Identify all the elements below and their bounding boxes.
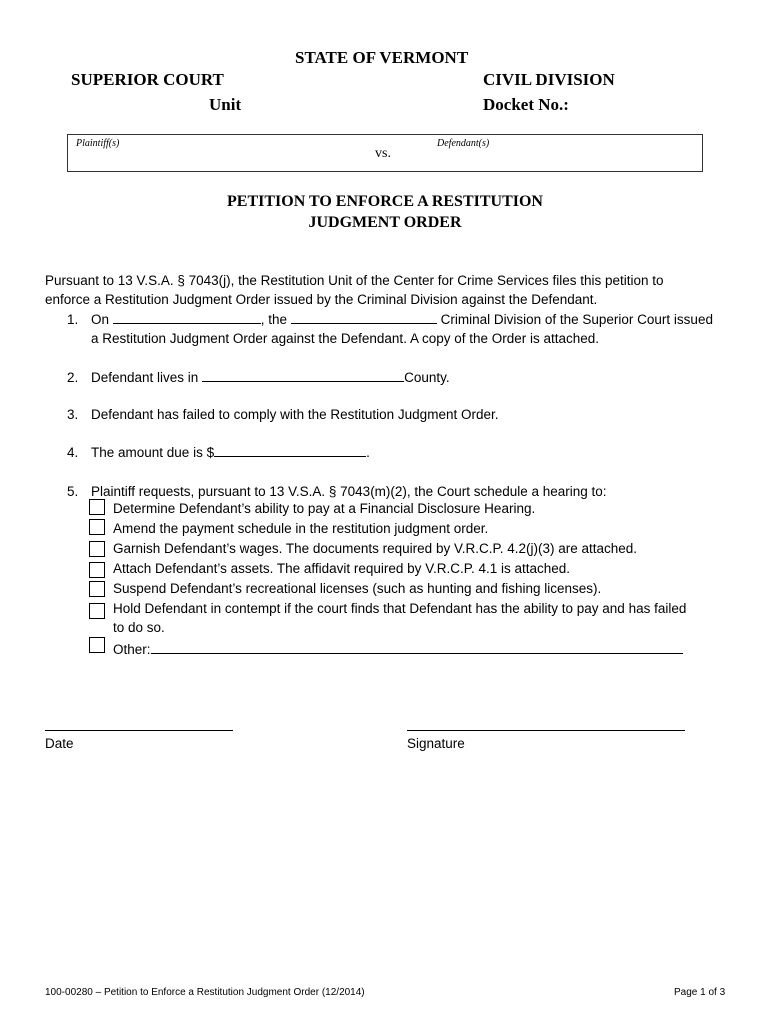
item2-line (91, 368, 450, 387)
item1-text-a: On (91, 312, 110, 327)
division-heading: CIVIL DIVISION (483, 70, 615, 89)
plaintiff-label: Plaintiff(s) (76, 138, 120, 149)
checkbox-other[interactable] (89, 637, 105, 653)
intro-line1: Pursuant to 13 V.S.A. § 7043(j), the Restitution Unit of the Center for Crime Services files this petition to (45, 273, 664, 288)
state-heading: STATE OF VERMONT (295, 48, 469, 67)
item4-number: 4. (67, 445, 79, 460)
option-contempt-line1: Hold Defendant in contempt if the court finds that Defendant has the ability to pay and has failed (113, 601, 687, 616)
page-number: Page 1 of 3 (674, 987, 726, 998)
item1-text-c: Criminal Division of the Superior Court issued (440, 312, 713, 327)
item1-line1 (91, 310, 713, 329)
item4-text-b: . (366, 445, 370, 460)
date-order-blank[interactable] (113, 310, 261, 324)
signature-label: Signature (407, 736, 465, 751)
item3-text: Defendant has failed to comply with the Restitution Judgment Order. (91, 407, 499, 422)
item2-number: 2. (67, 370, 79, 385)
item3-number: 3. (67, 407, 79, 422)
court-heading: SUPERIOR COURT (71, 70, 224, 89)
checkbox-suspend-licenses[interactable] (89, 581, 105, 597)
checkbox-contempt[interactable] (89, 603, 105, 619)
item5-number: 5. (67, 484, 79, 499)
option-suspend-licenses: Suspend Defendant’s recreational licenses (such as hunting and fishing licenses). (113, 581, 602, 596)
signature-line[interactable] (407, 730, 685, 731)
document-title-line1: PETITION TO ENFORCE A RESTITUTION (227, 193, 543, 210)
option-financial-disclosure: Determine Defendant’s ability to pay at a Financial Disclosure Hearing. (113, 501, 536, 516)
amount-due-blank[interactable] (214, 443, 366, 457)
versus-text: vs. (375, 146, 391, 161)
unit-label: Unit (209, 95, 242, 114)
option-garnish-wages: Garnish Defendant’s wages. The documents required by V.R.C.P. 4.2(j)(3) are attached. (113, 541, 638, 556)
county-blank[interactable] (202, 368, 404, 382)
intro-line2: enforce a Restitution Judgment Order issued by the Criminal Division against the Defendant. (45, 292, 598, 307)
option-attach-assets: Attach Defendant’s assets. The affidavit required by V.R.C.P. 4.1 is attached. (113, 561, 571, 576)
option-amend-schedule: Amend the payment schedule in the restitution judgment order. (113, 521, 489, 536)
checkbox-garnish-wages[interactable] (89, 541, 105, 557)
parties-box (67, 134, 703, 172)
document-title-line2: JUDGMENT ORDER (308, 214, 462, 231)
defendant-label: Defendant(s) (437, 138, 490, 149)
option-other-label: Other: (113, 642, 151, 657)
checkbox-attach-assets[interactable] (89, 562, 105, 578)
unit-blank[interactable] (291, 310, 437, 324)
date-line[interactable] (45, 730, 233, 731)
other-blank[interactable] (151, 640, 683, 654)
item5-text: Plaintiff requests, pursuant to 13 V.S.A. § 7043(m)(2), the Court schedule a hearing to: (91, 484, 607, 499)
item4-text-a: The amount due is $ (91, 445, 215, 460)
item2-text-a: Defendant lives in (91, 370, 199, 385)
date-label: Date (45, 736, 74, 751)
item4-line (91, 443, 370, 462)
item1-line2: a Restitution Judgment Order against the Defendant. A copy of the Order is attached. (91, 331, 600, 346)
form-identifier: 100-00280 – Petition to Enforce a Restitution Judgment Order (12/2014) (45, 987, 365, 998)
option-other (113, 640, 683, 657)
item1-number: 1. (67, 312, 79, 327)
option-contempt-line2: to do so. (113, 620, 165, 635)
docket-label: Docket No.: (483, 95, 569, 114)
item1-text-b: , the (260, 312, 288, 327)
checkbox-amend-schedule[interactable] (89, 519, 105, 535)
item2-text-b: County. (404, 370, 450, 385)
checkbox-financial-disclosure[interactable] (89, 499, 105, 515)
